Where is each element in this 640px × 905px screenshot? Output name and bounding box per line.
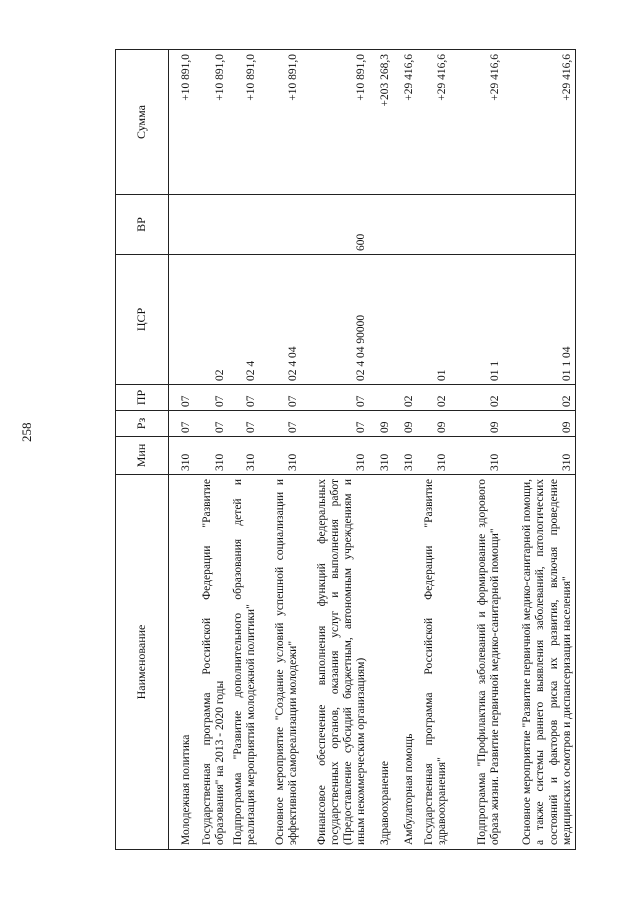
cell-pr: 07 [169, 385, 195, 411]
cell-vr [394, 195, 418, 255]
cell-min: 310 [195, 437, 229, 475]
cell-sum: +10 891,0 [195, 50, 229, 195]
cell-rz: 07 [229, 411, 260, 437]
table-row [394, 50, 418, 850]
table-row [451, 50, 504, 850]
cell-name: Здравоохранение [370, 475, 394, 850]
cell-min: 310 [302, 437, 370, 475]
cell-vr [370, 195, 394, 255]
cell-pr: 07 [195, 385, 229, 411]
cell-name: Молодежная политика [169, 475, 195, 850]
cell-csr [370, 255, 394, 385]
cell-rz: 07 [195, 411, 229, 437]
cell-name: Государственная программа Российской Федерации "Развитие здравоохранения" [418, 475, 451, 850]
table-row [260, 50, 302, 850]
cell-pr: 07 [229, 385, 260, 411]
table-header-row [116, 50, 169, 850]
cell-rz: 07 [260, 411, 302, 437]
cell-name: Финансовое обеспечение выполнения функций федеральных государственных органов, оказания услуг и выполнения работ (Предоставление субсидий бюджетным, автономным учреждениям и иным некоммерческим организациям) [302, 475, 370, 850]
cell-min: 310 [394, 437, 418, 475]
table-row [370, 50, 394, 850]
cell-pr: 02 [418, 385, 451, 411]
cell-min: 310 [504, 437, 576, 475]
cell-rz: 09 [394, 411, 418, 437]
table-row [169, 50, 195, 850]
cell-name: Основное мероприятие "Развитие первичной медико-санитарной помощи, а также системы раннего выявления заболеваний, патологических состояний и факторов риска их развития, включая проведение медицинских осмотров и диспансеризации населения" [504, 475, 576, 850]
cell-min: 310 [260, 437, 302, 475]
cell-sum: +29 416,6 [394, 50, 418, 195]
cell-vr [451, 195, 504, 255]
cell-csr [169, 255, 195, 385]
header-csr: ЦСР [116, 255, 169, 385]
cell-rz: 09 [370, 411, 394, 437]
header-vr: ВР [116, 195, 169, 255]
cell-min: 310 [451, 437, 504, 475]
cell-name: Амбулаторная помощь [394, 475, 418, 850]
budget-table [115, 49, 576, 850]
cell-csr [394, 255, 418, 385]
cell-rz: 09 [504, 411, 576, 437]
cell-sum: +203 268,3 [370, 50, 394, 195]
cell-csr: 02 4 04 [260, 255, 302, 385]
header-pr: ПР [116, 385, 169, 411]
cell-name: Подпрограмма "Развитие дополнительного образования детей и реализация мероприятий молодежной политики" [229, 475, 260, 850]
cell-rz: 07 [169, 411, 195, 437]
header-sum: Сумма [116, 50, 169, 195]
cell-sum: +29 416,6 [451, 50, 504, 195]
cell-vr [195, 195, 229, 255]
cell-min: 310 [169, 437, 195, 475]
cell-min: 310 [370, 437, 394, 475]
cell-sum: +10 891,0 [260, 50, 302, 195]
cell-sum: +29 416,6 [418, 50, 451, 195]
cell-name: Основное мероприятие "Создание условий успешной социализации и эффективной самореализации молодежи" [260, 475, 302, 850]
header-rz: Рз [116, 411, 169, 437]
cell-rz: 09 [418, 411, 451, 437]
header-name: Наименование [116, 475, 169, 850]
cell-sum: +10 891,0 [229, 50, 260, 195]
cell-csr: 02 4 04 90000 [302, 255, 370, 385]
cell-csr: 01 [418, 255, 451, 385]
table-row [418, 50, 451, 850]
cell-pr: 07 [260, 385, 302, 411]
cell-pr: 02 [451, 385, 504, 411]
cell-name: Подпрограмма "Профилактика заболеваний и формирование здорового образа жизни. Развитие первичной медико-санитарной помощи" [451, 475, 504, 850]
table-row [229, 50, 260, 850]
cell-vr [418, 195, 451, 255]
cell-vr: 600 [302, 195, 370, 255]
cell-vr [169, 195, 195, 255]
cell-pr: 07 [302, 385, 370, 411]
header-min: Мин [116, 437, 169, 475]
cell-vr [504, 195, 576, 255]
cell-csr: 01 1 [451, 255, 504, 385]
cell-min: 310 [418, 437, 451, 475]
cell-pr [370, 385, 394, 411]
cell-csr: 02 [195, 255, 229, 385]
cell-rz: 09 [451, 411, 504, 437]
cell-rz: 07 [302, 411, 370, 437]
cell-min: 310 [229, 437, 260, 475]
cell-pr: 02 [394, 385, 418, 411]
cell-sum: +29 416,6 [504, 50, 576, 195]
cell-csr: 01 1 04 [504, 255, 576, 385]
page-number: 258 [19, 422, 34, 442]
cell-sum: +10 891,0 [169, 50, 195, 195]
budget-table-rotated [115, 50, 585, 850]
table-row [302, 50, 370, 850]
cell-name: Государственная программа Российской Федерации "Развитие образования" на 2013 - 2020 годы [195, 475, 229, 850]
cell-vr [260, 195, 302, 255]
cell-sum: +10 891,0 [302, 50, 370, 195]
cell-vr [229, 195, 260, 255]
table-row [504, 50, 576, 850]
table-row [195, 50, 229, 850]
cell-csr: 02 4 [229, 255, 260, 385]
cell-pr: 02 [504, 385, 576, 411]
